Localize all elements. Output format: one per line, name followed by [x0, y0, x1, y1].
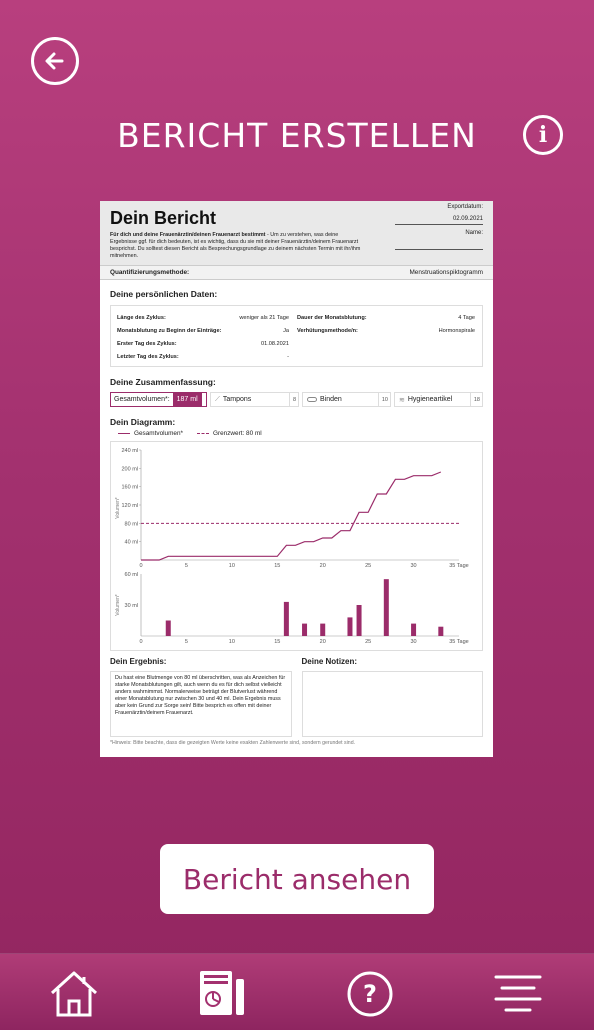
summary-tampons-count: 8: [289, 393, 296, 406]
line-xtick-label: 25: [365, 563, 372, 569]
summary-total: [110, 392, 207, 407]
bar-xtick-label: 20: [319, 639, 326, 645]
last-day-value: -: [287, 354, 289, 360]
summary-row: [110, 392, 483, 407]
bar-xtick-label: 0: [139, 639, 143, 645]
bar-xtick-label: 35 Tage: [449, 639, 469, 645]
cycle-length-value: weniger als 21 Tage: [239, 315, 289, 321]
first-day-value: 01.08.2021: [261, 341, 289, 347]
chart-legend: [100, 430, 493, 437]
line-xtick-label: 35 Tage: [449, 563, 469, 569]
bar-xtick-label: 5: [184, 639, 188, 645]
duration-value: 4 Tage: [458, 315, 475, 321]
summary-tampons: [210, 392, 299, 407]
bar-xtick-label: 15: [274, 639, 281, 645]
name-label: Name:: [465, 230, 483, 236]
personal-data-box: [110, 305, 483, 367]
page-title: BERICHT ERSTELLEN: [117, 116, 477, 155]
volume-bar: [347, 617, 352, 636]
first-day-label: Erster Tag des Zyklus:: [117, 341, 177, 347]
result-col: [110, 657, 292, 737]
result-text: Du hast eine Blutmenge von 80 ml überschritten, was als Anzeichen für starke Monatsblutungen gilt, auch wenn du es für dich selbst vielleicht anders wahrnimmst. Normalerweise beträgt der Blutverlust während einer Monatsblutung nur zwischen 30 und 40 ml. Dein Ergebnis muss aber kein Grund zur Sorge sein! Bitte besprich es offen mit deiner Frauenärztin/deinem Frauenarzt.: [110, 671, 292, 737]
report-icon: [194, 969, 250, 1019]
personal-title: Deine persönlichen Daten:: [110, 289, 218, 299]
bleeding-start-value: Ja: [283, 328, 289, 334]
quant-value: Menstruationspiktogramm: [409, 269, 483, 276]
bar-ytick-label: 30 ml: [124, 603, 138, 609]
notes-box: [302, 671, 484, 737]
volume-bar: [166, 621, 171, 637]
volume-chart: [111, 442, 482, 652]
hygiene-icon: ≋: [399, 396, 405, 404]
summary-hygiene: [394, 392, 483, 407]
hint-text: *Hinweis: Bitte beachte, dass die gezeigten Werte keine exakten Zahlenwerte sind, sondern gerundet sind.: [110, 740, 356, 746]
result-title: Dein Ergebnis:: [110, 657, 167, 666]
bar-xtick-label: 10: [228, 639, 235, 645]
volume-bar: [411, 624, 416, 636]
volume-bar: [357, 605, 362, 636]
contraception-label: Verhütungsmethode/n:: [297, 328, 358, 334]
bottom-nav: [0, 953, 594, 1030]
report-header: [100, 201, 493, 265]
nav-menu[interactable]: [490, 966, 546, 1022]
quantification-row: [100, 265, 493, 280]
last-day-label: Letzter Tag des Zyklus:: [117, 354, 179, 360]
summary-tampons-label: Tampons: [222, 396, 252, 403]
arrow-left-icon: [40, 46, 70, 76]
svg-text:?: ?: [363, 980, 377, 1008]
diagram-title: Dein Diagramm:: [110, 417, 176, 427]
line-xtick-label: 10: [228, 563, 235, 569]
report-title: Dein Bericht: [110, 208, 217, 228]
line-ytick-label: 40 ml: [124, 539, 138, 546]
line-xtick-label: 30: [410, 563, 417, 569]
summary-total-label: Gesamtvolumen*:: [114, 396, 170, 403]
summary-title: Deine Zusammenfassung:: [110, 377, 216, 387]
bar-xtick-label: 30: [410, 639, 417, 645]
notes-title: Deine Notizen:: [301, 657, 358, 666]
line-ytick-label: 160 ml: [121, 484, 138, 491]
notes-col: [302, 657, 484, 737]
line-ytick-label: 200 ml: [121, 466, 138, 473]
volume-bar: [302, 624, 307, 636]
line-xtick-label: 20: [319, 563, 326, 569]
cycle-length-label: Länge des Zyklus:: [117, 315, 166, 321]
export-line: [395, 224, 483, 225]
line-ytick-label: 120 ml: [121, 503, 138, 509]
nav-home[interactable]: [46, 966, 102, 1022]
menu-icon: [490, 969, 546, 1019]
duration-label: Dauer der Monatsblutung:: [297, 315, 367, 321]
info-icon: i: [538, 122, 548, 148]
bar-y-label: Volumen*: [115, 594, 121, 616]
volume-bar: [438, 627, 443, 636]
nav-report[interactable]: [194, 966, 250, 1022]
summary-total-value: 187 ml: [173, 393, 202, 406]
summary-pads-label: Binden: [320, 396, 342, 403]
bar-ytick-label: 60 ml: [124, 572, 138, 578]
help-icon: [345, 969, 395, 1019]
summary-pads: [302, 392, 391, 407]
info-button[interactable]: [523, 115, 563, 155]
volume-bar: [320, 624, 325, 636]
chart-box: [110, 441, 483, 651]
report-intro: Für dich und deine Frauenärztin/deinen Frauenarzt bestimmt - Um zu verstehen, was deine Ergebnisse ggf. für dich bedeuten, ist es wichtig, dass du sie mit deiner Frauenärztin/deinem Frauenarzt besprichst. Du solltest diesen Bericht als Besprechungsgrundlage zu deinem nächsten Termin mit ihr/ihm mitnehmen.: [110, 232, 361, 259]
export-label: Exportdatum:: [447, 204, 483, 210]
summary-pads-count: 10: [378, 393, 388, 406]
view-report-button[interactable]: Bericht ansehen: [160, 844, 434, 914]
legend-limit: Grenzwert: 80 ml: [197, 430, 262, 437]
contraception-value: Hormonspirale: [438, 328, 475, 334]
legend-total: Gesamtvolumen*: [118, 430, 183, 437]
line-ytick-label: 240 ml: [121, 448, 138, 454]
line-y-label: Volumen*: [115, 497, 121, 519]
bottom-row: [110, 657, 483, 737]
name-line: [395, 249, 483, 250]
total-volume-line: [141, 472, 441, 560]
volume-bar: [284, 602, 289, 636]
quant-label: Quantifizierungsmethode:: [110, 269, 190, 276]
volume-bar: [384, 579, 389, 636]
line-xtick-label: 5: [184, 563, 188, 569]
bar-xtick-label: 25: [365, 639, 372, 645]
line-xtick-label: 0: [139, 563, 143, 569]
summary-hygiene-count: 18: [470, 393, 480, 406]
back-button[interactable]: [31, 37, 79, 85]
line-xtick-label: 15: [274, 563, 281, 569]
nav-help[interactable]: [342, 966, 398, 1022]
report-preview[interactable]: [100, 201, 493, 757]
tampon-icon: ⟋: [215, 395, 220, 403]
home-icon: [48, 969, 100, 1019]
export-date: 02.09.2021: [452, 216, 483, 222]
pad-icon: [307, 397, 317, 402]
line-ytick-label: 80 ml: [124, 521, 138, 528]
summary-hygiene-label: Hygieneartikel: [407, 396, 453, 403]
bleeding-start-label: Monatsblutung zu Beginn der Einträge:: [117, 328, 222, 334]
